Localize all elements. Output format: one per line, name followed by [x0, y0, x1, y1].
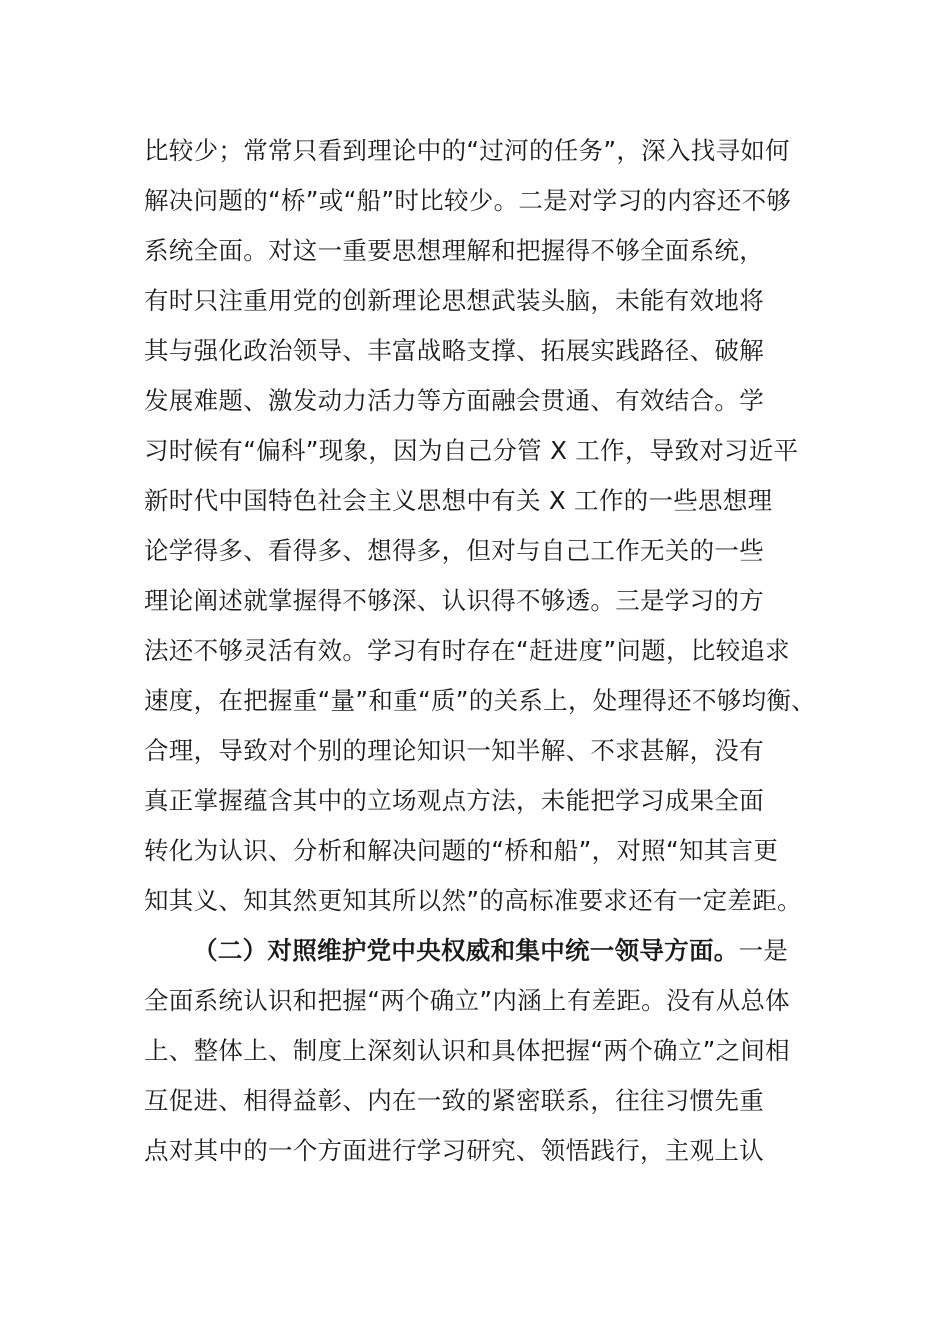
section-heading: （二）对照维护党中央权威和集中统一领导方面。	[193, 936, 739, 965]
text-line: 其与强化政治领导、丰富战略支撑、拓展实践路径、破解	[144, 336, 764, 365]
text-line: 合理，导致对个别的理论知识一知半解、不求甚解，没有	[144, 736, 764, 765]
text-line: 新时代中国特色社会主义思想中有关 X 工作的一些思想理	[144, 486, 773, 515]
text-line: 知其义、知其然更知其所以然”的高标准要求还有一定差距。	[144, 886, 802, 915]
text-line: 转化为认识、分析和解决问题的“桥和船”，对照“知其言更	[144, 836, 779, 865]
text-line: 速度，在把握重“量”和重“质”的关系上，处理得还不够均衡、	[144, 686, 816, 715]
text-line: 全面系统认识和把握“两个确立”内涵上有差距。没有从总体	[144, 986, 790, 1015]
section-heading-line	[144, 926, 824, 976]
text-line: 真正掌握蕴含其中的立场观点方法，未能把学习成果全面	[144, 786, 764, 815]
text-line: 有时只注重用党的创新理论思想武装头脑，未能有效地将	[144, 286, 764, 315]
heading-line-rest: 一是	[738, 936, 789, 965]
text-line: 点对其中的一个方面进行学习研究、领悟践行，主观上认	[144, 1136, 764, 1165]
text-line: 比较少；常常只看到理论中的“过河的任务”，深入找寻如何	[144, 136, 790, 165]
text-line: 论学得多、看得多、想得多，但对与自己工作无关的一些	[144, 536, 764, 565]
text-line: 上、整体上、制度上深刻认识和具体把握“两个确立”之间相	[144, 1036, 790, 1065]
text-line: 互促进、相得益彰、内在一致的紧密联系，往往习惯先重	[144, 1086, 764, 1115]
text-line: 法还不够灵活有效。学习有时存在“赶进度”问题，比较追求	[144, 636, 790, 665]
document-body	[144, 126, 824, 1176]
text-line: 系统全面。对这一重要思想理解和把握得不够全面系统，	[144, 236, 764, 265]
text-line: 解决问题的“桥”或“船”时比较少。二是对学习的内容还不够	[144, 186, 792, 215]
text-line: 发展难题、激发动力活力等方面融会贯通、有效结合。学	[144, 386, 764, 415]
text-line: 习时候有“偏科”现象，因为自己分管 X 工作，导致对习近平	[144, 436, 799, 465]
text-line: 理论阐述就掌握得不够深、认识得不够透。三是学习的方	[144, 586, 764, 615]
